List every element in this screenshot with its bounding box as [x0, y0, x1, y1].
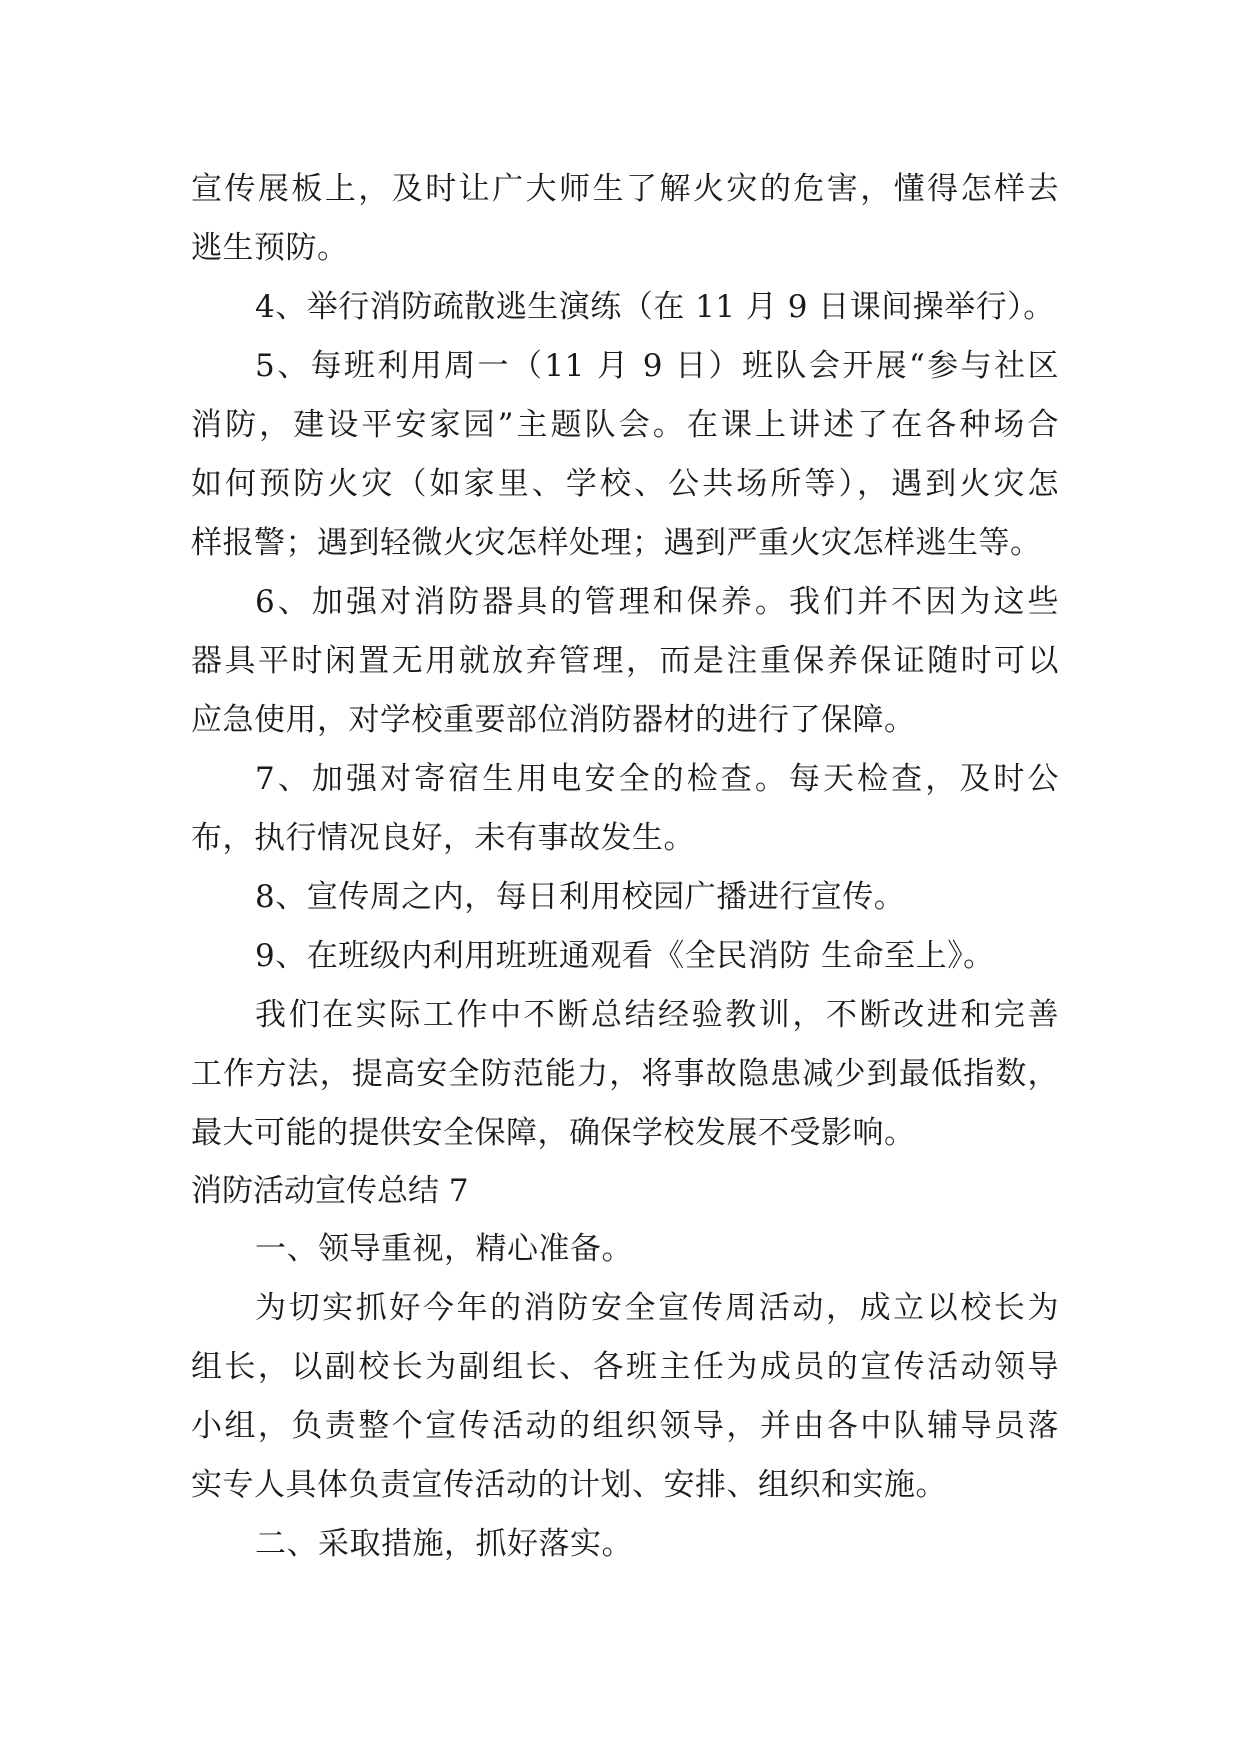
text-line: 布，执行情况良好，未有事故发生。	[191, 820, 695, 856]
text-line: 器具平时闲置无用就放弃管理，而是注重保养保证随时可以	[191, 643, 1059, 679]
text-line: 消防，建设平安家园”主题队会。在课上讲述了在各种场合	[191, 407, 1059, 443]
text-line: 样报警；遇到轻微火灾怎样处理；遇到严重火灾怎样逃生等。	[191, 525, 1042, 561]
paragraph-start: 为切实抓好今年的消防安全宣传周活动，成立以校长为	[255, 1290, 1059, 1326]
text-line: 宣传展板上，及时让广大师生了解火灾的危害，懂得怎样去	[191, 171, 1059, 207]
list-item-6: 6、加强对消防器具的管理和保养。我们并不因为这些	[255, 584, 1059, 620]
text-line: 实专人具体负责宣传活动的计划、安排、组织和实施。	[191, 1467, 947, 1503]
list-item-8: 8、宣传周之内，每日利用校园广播进行宣传。	[255, 879, 906, 915]
text-line: 工作方法，提高安全防范能力，将事故隐患减少到最低指数，	[191, 1056, 1059, 1092]
text-line: 如何预防火灾（如家里、学校、公共场所等），遇到火灾怎	[191, 466, 1059, 502]
list-item-7: 7、加强对寄宿生用电安全的检查。每天检查，及时公	[255, 761, 1059, 797]
text-line: 小组，负责整个宣传活动的组织领导，并由各中队辅导员落	[191, 1408, 1059, 1444]
list-item-9: 9、在班级内利用班班通观看《全民消防 生命至上》。	[255, 938, 995, 974]
subheading-1: 一、领导重视，精心准备。	[255, 1231, 633, 1267]
text-line: 最大可能的提供安全保障，确保学校发展不受影响。	[191, 1115, 916, 1151]
section-heading: 消防活动宣传总结 7	[191, 1173, 469, 1209]
list-item-5: 5、每班利用周一（11 月 9 日）班队会开展“参与社区	[255, 348, 1059, 384]
text-line: 应急使用，对学校重要部位消防器材的进行了保障。	[191, 702, 916, 738]
paragraph-start: 我们在实际工作中不断总结经验教训，不断改进和完善	[255, 997, 1059, 1033]
document-body	[191, 160, 1059, 1574]
list-item-4: 4、举行消防疏散逃生演练（在 11 月 9 日课间操举行）。	[255, 289, 1055, 325]
text-line: 逃生预防。	[191, 230, 349, 266]
text-line: 组长，以副校长为副组长、各班主任为成员的宣传活动领导	[191, 1349, 1059, 1385]
subheading-2: 二、采取措施，抓好落实。	[255, 1526, 633, 1562]
